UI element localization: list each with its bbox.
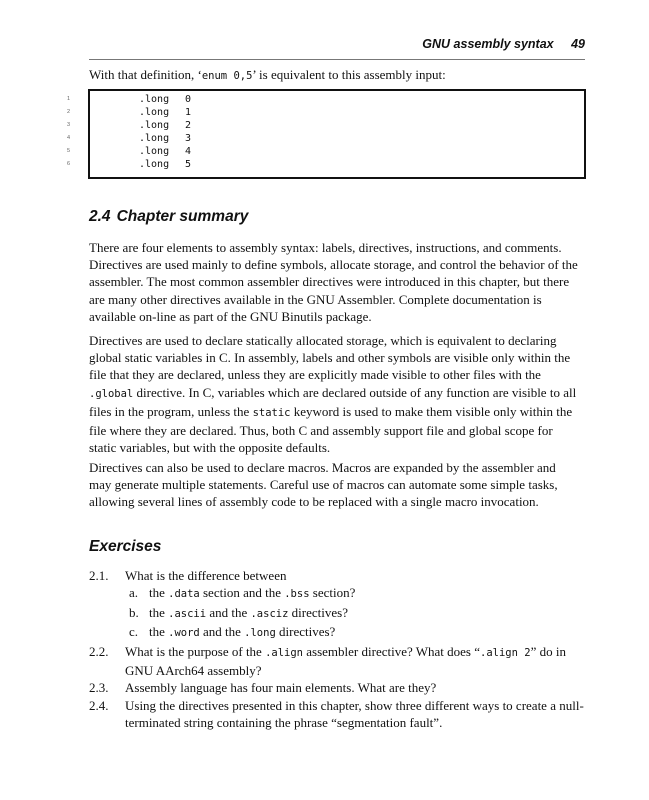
code-argument: 0: [185, 94, 192, 105]
code-directive: .long: [139, 120, 170, 131]
exercise-item: [89, 679, 585, 696]
exercise-item: [89, 643, 585, 680]
exercise-subitem: [89, 623, 585, 642]
paragraph-summary-1: There are four elements to assembly syntax: labels, directives, instructions, and comments. Directives are used mainly to define symbols, allocate storage, and control the behavior of the assembler. The most common assembler directives were introduced in this chapter, but there are many other directives available in the GNU Assembler. Complete documentation is available on-line as part of the GNU Binutils package.: [89, 240, 578, 324]
subitem-text: section and the: [199, 585, 285, 601]
exercise-item: [89, 567, 585, 584]
subitem-label: c.: [129, 624, 139, 640]
code-line-numbers: [58, 93, 70, 171]
exercise-number: 2.3.: [89, 680, 109, 696]
intro-text-before: With that definition, ‘: [89, 67, 202, 82]
code-line: [139, 93, 191, 106]
paragraph-summary-3: Directives can also be used to declare macros. Macros are expanded by the assembler and may generate multiple statements. Careful use of macros can automate some simple tasks, allowing several lines of assembly code to be replaced with a single macro invocation.: [89, 460, 558, 510]
exercise-subitem: [89, 584, 585, 603]
code-argument: 5: [185, 159, 192, 170]
line-number: 6: [66, 161, 70, 167]
exercise-number: 2.1.: [89, 568, 109, 583]
intro-text-after: ’ is equivalent to this assembly input:: [252, 67, 446, 82]
inline-code: .word: [168, 627, 200, 640]
line-number: 1: [66, 96, 70, 102]
line-number: 2: [66, 109, 70, 115]
subitem-text: section?: [309, 585, 356, 601]
subitem-text: the: [149, 585, 169, 601]
inline-code-global: .global: [89, 387, 134, 400]
paragraph-text: directive. In C, variables which are declared outside of any function are visible to all files in the program, unless the: [89, 384, 577, 419]
line-number: 3: [66, 122, 70, 128]
code-directive: .long: [139, 133, 170, 144]
subitem-label: b.: [129, 604, 139, 620]
exercise-text: ” do in GNU AArch64 assembly?: [125, 643, 566, 679]
paragraph-text: Directives are used to declare statically allocated storage, which is equivalent to declaring global static variables in C. In assembly, labels and other symbols are visible only within the file that they are declared, unless they are explicitly made visible to other files with the: [89, 333, 571, 383]
code-directive: .long: [139, 159, 170, 170]
code-directive: .long: [139, 146, 170, 157]
code-line: [139, 106, 191, 119]
subitem-text: the: [149, 604, 169, 620]
intro-sentence: [89, 67, 446, 83]
section-number: 2.4: [89, 208, 111, 225]
exercise-item: [89, 697, 585, 732]
exercise-number: 2.4.: [89, 697, 109, 713]
subitem-text: the: [149, 624, 169, 640]
code-argument: 4: [185, 146, 192, 157]
code-argument: 3: [185, 133, 192, 144]
code-line: [139, 145, 191, 158]
exercise-text: assembler directive? What does “: [303, 643, 481, 659]
line-number: 5: [66, 148, 70, 154]
subitem-label: a.: [129, 585, 139, 601]
running-head-title: GNU assembly syntax: [422, 37, 554, 51]
code-listing: [139, 93, 191, 171]
code-line: [139, 132, 191, 145]
paragraph-text: keyword is used to make them visible only within the file where they are declared. Thus, both C and assembly support file and global scope for static variables, but with the opposite defaults.: [89, 403, 573, 456]
inline-code-static: static: [252, 406, 291, 419]
exercise-number: 2.2.: [89, 643, 109, 659]
line-number: 4: [66, 135, 70, 141]
code-argument: 2: [185, 120, 192, 131]
exercise-text: Using the directives presented in this chapter, show three different ways to create a null-terminated string containing the phrase “segmentation fault”.: [125, 697, 584, 731]
inline-code: .align 2: [480, 646, 531, 659]
subitem-text: and the: [206, 604, 251, 620]
intro-inline-code: enum 0,5: [201, 70, 253, 82]
code-line: [139, 158, 191, 171]
running-head: [89, 37, 585, 60]
code-argument: 1: [185, 107, 192, 118]
exercises-heading: Exercises: [89, 538, 162, 555]
section-title: Chapter summary: [116, 208, 249, 225]
code-directive: .long: [139, 94, 170, 105]
subitem-text: directives?: [288, 604, 348, 620]
exercise-subitem: [89, 604, 585, 623]
exercise-text: What is the purpose of the: [125, 643, 266, 659]
subitem-text: and the: [199, 624, 245, 640]
inline-code: .ascii: [168, 607, 207, 620]
inline-code: .data: [168, 588, 200, 601]
code-line: [139, 119, 191, 132]
inline-code: .long: [244, 627, 276, 640]
inline-code: .align: [265, 646, 304, 659]
exercise-text: Assembly language has four main elements. What are they?: [125, 680, 437, 696]
paragraph-summary-2: [89, 332, 581, 456]
subitem-text: directives?: [275, 624, 336, 640]
inline-code: .bss: [284, 588, 310, 601]
exercise-list: [89, 567, 585, 732]
code-directive: .long: [139, 107, 170, 118]
inline-code: .asciz: [250, 607, 289, 620]
exercise-text: What is the difference between: [125, 568, 287, 583]
section-heading: [89, 208, 248, 226]
page-number: 49: [571, 37, 585, 51]
